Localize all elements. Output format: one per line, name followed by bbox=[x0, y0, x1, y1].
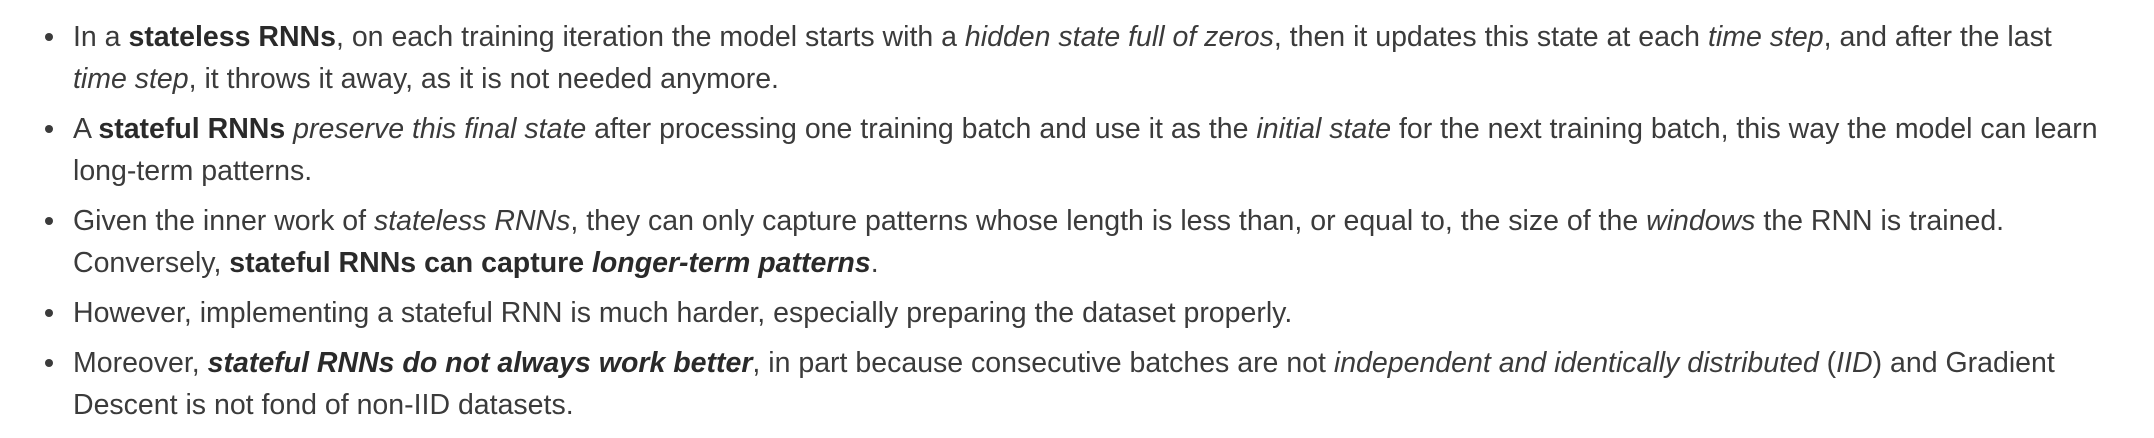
text-span: for the next training batch, this way the model can learn long-term patterns. bbox=[73, 113, 2098, 187]
bullet-item-not-always-better bbox=[73, 342, 2103, 426]
document-body bbox=[0, 16, 2154, 434]
text-span: ) and Gradient Descent is not fond of non-IID datasets. bbox=[73, 347, 2055, 421]
italic-term: preserve this final state bbox=[293, 113, 587, 145]
italic-term: hidden state full of zeros bbox=[964, 21, 1274, 53]
bold-term: stateful RNNs can capture bbox=[229, 247, 592, 279]
text-span: , they can only capture patterns whose length is less than, or equal to, the size of the bbox=[570, 205, 1647, 237]
text-span: after processing one training batch and use it as the bbox=[586, 113, 1257, 145]
text-span: , on each training iteration the model starts with a bbox=[335, 21, 965, 53]
text-span: , it throws it away, as it is not needed anymore. bbox=[188, 63, 779, 95]
italic-term: time step bbox=[73, 63, 189, 95]
bullet-item-stateless bbox=[73, 16, 2103, 100]
bold-term: stateless RNNs bbox=[128, 21, 336, 53]
text-span: In a bbox=[73, 21, 129, 53]
text-span bbox=[285, 113, 293, 145]
text-span: Given the inner work of bbox=[73, 205, 374, 237]
text-span: , and after the last bbox=[1823, 21, 2052, 53]
italic-term: independent and identically distributed bbox=[1333, 347, 1819, 379]
bullet-item-capture-patterns bbox=[73, 200, 2103, 284]
bold-italic-term: stateful RNNs do not always work better bbox=[207, 347, 753, 379]
italic-term: IID bbox=[1836, 347, 1873, 379]
bullet-list bbox=[0, 16, 2103, 426]
bullet-item-stateful bbox=[73, 108, 2103, 192]
italic-term: stateless RNNs bbox=[373, 205, 571, 237]
text-span: A bbox=[73, 113, 99, 145]
text-span: the RNN is trained. Conversely, bbox=[73, 205, 2005, 279]
italic-term: time step bbox=[1707, 21, 1824, 53]
bullet-item-harder bbox=[73, 292, 2103, 334]
text-span: . bbox=[870, 247, 879, 279]
italic-term: windows bbox=[1646, 205, 1756, 237]
text-span: ( bbox=[1818, 347, 1837, 379]
text-span: , in part because consecutive batches are not bbox=[752, 347, 1334, 379]
italic-term: initial state bbox=[1256, 113, 1392, 145]
text-span: Moreover, bbox=[73, 347, 208, 379]
text-span: However, implementing a stateful RNN is much harder, especially preparing the dataset properly. bbox=[73, 297, 1293, 329]
bold-term: stateful RNNs bbox=[98, 113, 286, 145]
text-span: , then it updates this state at each bbox=[1273, 21, 1708, 53]
bold-italic-term: longer-term patterns bbox=[591, 247, 871, 279]
